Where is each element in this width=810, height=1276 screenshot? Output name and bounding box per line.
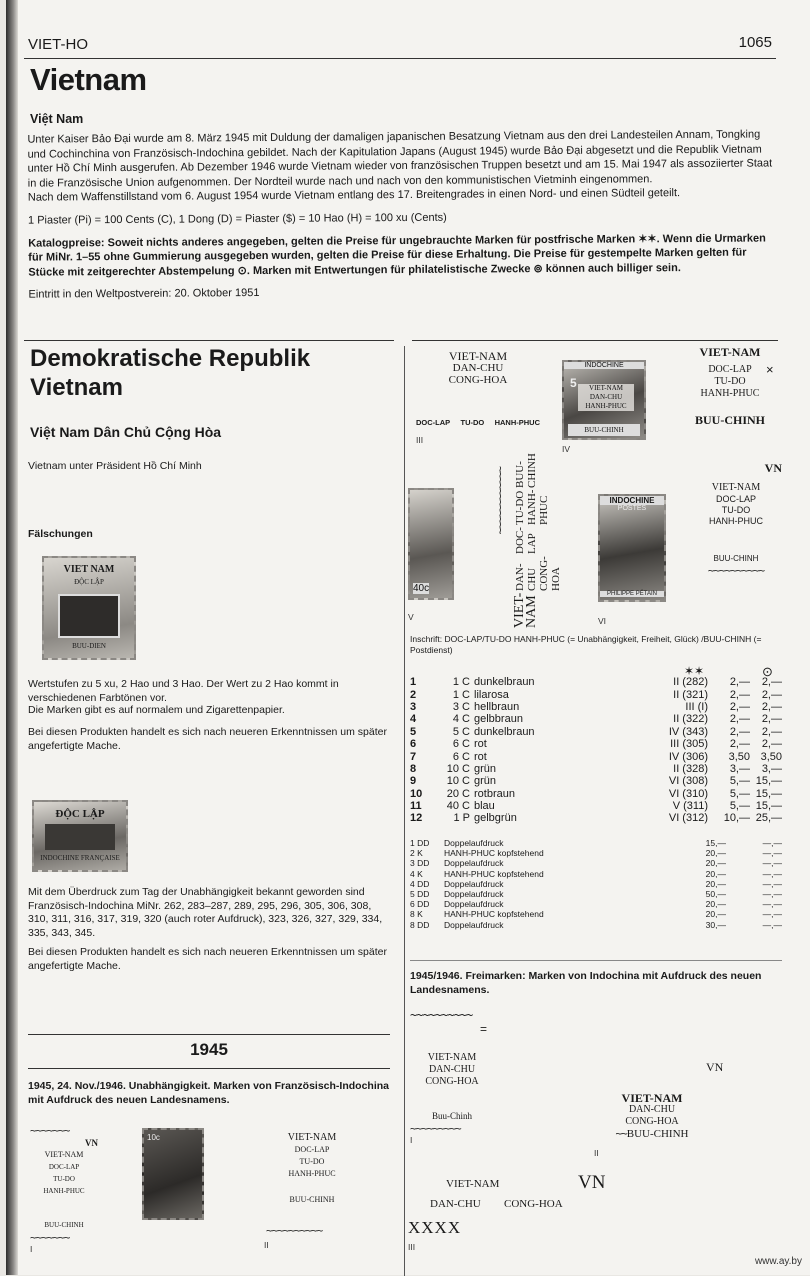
table-row: [410, 788, 782, 800]
catalog-used-price: 2,—: [761, 676, 782, 689]
overprint-vn-block: [690, 462, 782, 577]
overprint-right-block: [678, 346, 782, 426]
catalog-mint-price: 3,—: [729, 762, 750, 775]
catalog-mint-price: 5,—: [729, 787, 750, 800]
ovp-i-line: TU-DO: [53, 1175, 75, 1183]
fake1-line1: VIET NAM: [63, 564, 115, 575]
forgery-stamp-image-1: [42, 556, 136, 660]
variant-desc: HANH-PHUC kopfstehend: [444, 868, 544, 879]
variant-desc: HANH-PHUC kopfstehend: [444, 848, 544, 859]
section-rule-left: [24, 340, 394, 341]
issue1-stamp-image: [142, 1128, 204, 1220]
ovp-right-line: HANH-PHUC: [700, 388, 760, 399]
catalog-mint-price: 2,—: [729, 738, 750, 751]
variant-nr: 8 DD: [410, 919, 430, 930]
variant-desc: Doppelaufdruck: [444, 889, 504, 900]
ovp-right-line: DOC-LAP: [708, 364, 752, 375]
i2-ovp-ii-line: CONG-HOA: [625, 1116, 679, 1127]
ovp-ii-line: BUU-CHINH: [289, 1195, 335, 1204]
catalog-used-price: 2,—: [761, 700, 782, 713]
i2-ovp-ii-line: VIET-NAM: [621, 1091, 683, 1105]
catalog-used-price: 15,—: [755, 775, 782, 788]
i2-ovp-i-line: VIET-NAM: [427, 1052, 477, 1063]
stamp-iv-line: DAN-CHU: [589, 393, 623, 401]
stamp-vi-top: INDOCHINE: [600, 496, 664, 505]
catalog-ref: II (282): [673, 676, 708, 689]
ovp-i-label: I: [30, 1244, 33, 1254]
issue1-heading: 1945, 24. Nov./1946. Unabhängigkeit. Marken von Französisch-Indochina mit Aufdruck des neuen Landesnamens.: [28, 1080, 389, 1106]
stamp-iv-value: 5: [570, 376, 577, 390]
table-row: [410, 738, 782, 750]
catalog-used-price: 15,—: [755, 800, 782, 813]
variant-used-price: —,—: [762, 919, 782, 930]
issue2-rule: [410, 960, 782, 961]
catalog-desc: grün: [474, 775, 497, 788]
variant-used-price: —,—: [762, 838, 782, 849]
stamp-iv-top: INDOCHINE: [564, 362, 644, 369]
stamp-value: 10c: [147, 1133, 160, 1142]
vertical-line: DOC-LAP: [514, 527, 538, 554]
variant-desc: Doppelaufdruck: [444, 919, 504, 930]
catalog-value: 3 C: [452, 700, 470, 713]
table-row: [410, 750, 782, 762]
wave-line: ~~~~~~~~~~: [410, 1008, 473, 1022]
catalog-mint-price: 5,—: [729, 800, 750, 813]
issue2-overprint-ii: [602, 1092, 702, 1140]
variant-desc: Doppelaufdruck: [444, 899, 504, 910]
catalog-mint-price: 2,—: [729, 700, 750, 713]
catalog-nr: 1: [410, 676, 417, 689]
i2-ovp-ii-label: II: [594, 1148, 599, 1158]
upu-text: Eintritt in den Weltpostverein: 20. Oktober 1951: [28, 287, 260, 301]
catalog-value: 10 C: [446, 762, 470, 775]
ovp-ii-line: DOC-LAP: [294, 1145, 330, 1154]
stamp-v-value: 40c: [413, 583, 430, 594]
variant-used-price: —,—: [762, 889, 782, 900]
i2-ovp-iii-label: III: [408, 1242, 416, 1252]
catalog-nr: 10: [410, 787, 423, 800]
wave-vertical: ~~~~~~~~~~~~: [494, 466, 507, 534]
republic-subtitle: Vietnam unter Präsident Hồ Chí Minh: [28, 460, 202, 472]
currency-text: 1 Piaster (Pi) = 100 Cents (C), 1 Dong (D) = Piaster ($) = 10 Hao (H) = 100 xu (Cents): [27, 211, 447, 227]
catalog-value: 10 C: [446, 775, 470, 788]
page-number: 1065: [738, 34, 772, 51]
ovp-ii-line: VIET-NAM: [287, 1132, 337, 1143]
catalog-value: 1 P: [453, 812, 470, 825]
year-heading: 1945: [190, 1040, 228, 1059]
country-title: Vietnam: [30, 62, 147, 97]
vn-mark: VN: [764, 461, 782, 475]
catalog-nr: 9: [410, 775, 417, 788]
country-native-name: Việt Nam: [30, 112, 84, 126]
catalog-nr: 8: [410, 762, 417, 775]
ovp-iii-bottom-item: TU-DO: [460, 418, 485, 427]
variants-table: [410, 838, 782, 930]
table-row: [410, 775, 782, 787]
catalog-value: 5 C: [452, 725, 470, 738]
variant-mint-price: 20,—: [705, 848, 726, 859]
variant-mint-price: 20,—: [705, 858, 726, 869]
i2-ovp-i-line: CONG-HOA: [425, 1076, 479, 1087]
variant-nr: 4 DD: [410, 878, 430, 889]
vertical-line: BUU-CHINH: [514, 452, 538, 488]
ovp-iii-bottom: [416, 418, 540, 427]
catalog-table: [410, 676, 782, 825]
variant-mint-price: 20,—: [705, 909, 726, 920]
variant-nr: 4 K: [410, 868, 423, 879]
catalog-value: 6 C: [452, 750, 470, 763]
overprint-iii: [416, 350, 540, 445]
ovp-right-line: VIET-NAM: [699, 345, 761, 359]
vertical-overprint: [512, 452, 562, 628]
variant-used-price: —,—: [762, 899, 782, 910]
table-row: [410, 713, 782, 725]
ovp-i-line: BUU-CHINH: [44, 1221, 84, 1229]
catalog-used-price: 15,—: [755, 787, 782, 800]
variant-nr: 3 DD: [410, 858, 430, 869]
stamp-vi-bottom: PHILIPPE PÉTAIN: [600, 591, 664, 597]
section-rule-right: [412, 340, 778, 341]
catalog-ref: V (311): [672, 800, 708, 813]
wave-line: ~~~~~~~: [30, 1124, 70, 1137]
variant-desc: HANH-PHUC kopfstehend: [444, 909, 544, 920]
catalog-used-price: 3,—: [761, 762, 782, 775]
table-row: [410, 920, 782, 930]
wave-line: ~~~~~~~: [30, 1231, 70, 1244]
overprint-text: Mit dem Überdruck zum Tag der Unabhängigkeit bekannt geworden sind Französisch-Indochina MiNr. 262, 283–287, 289, 295, 296, 305, 306, 308, 310, 311, 316, 317, 319, 320 (auch roter Aufdruck), 323, 326, 327, 329, 334, 335, 343, 345.: [28, 886, 383, 939]
catalog-desc: lilarosa: [474, 688, 509, 701]
variant-mint-price: 20,—: [705, 878, 726, 889]
catalog-nr: 2: [410, 688, 417, 701]
history-text: Unter Kaiser Bảo Đại wurde am 8. März 1945 mit Duldung der damaligen japanischen Besatzung Vietnam aus den drei Landesteilen Annam, Tongking und Cochinchina von Französisch-Indochina gebildet. Nach der Kapitulation Japans (August 1945) wurde Bảo Đại abgesetzt und die Republik Vietnam unter Hồ Chí Minh ausgerufen. Ab Dezember 1946 wurde Vietnam wieder von französischen Truppen besetzt und am 15. Mai 1947 als assoziierter Staat in die Französische Union aufgenommen. Der Nordteil wurde nach und nach von den kommunistischen Vietminh eingenommen.: [27, 128, 773, 190]
variant-used-price: —,—: [762, 858, 782, 869]
catalog-mint-price: 3,50: [728, 750, 750, 763]
catalog-mint-price: 2,—: [729, 713, 750, 726]
catalog-nr: 11: [410, 800, 422, 813]
i2-ovp-ii-bottom-row: [602, 1128, 702, 1140]
issue1-overprint-ii: [266, 1132, 358, 1237]
stamp-iv-overprint: [578, 384, 634, 411]
variant-nr: 2 K: [410, 848, 423, 859]
wave-line: ~~: [615, 1127, 627, 1140]
header-rule: [24, 58, 776, 59]
catalog-value: 1 C: [452, 688, 470, 701]
stamp-iv-line: HANH-PHUC: [585, 402, 627, 410]
table-row: [410, 763, 782, 775]
ovp-i-line: VN: [85, 1138, 98, 1148]
catalog-value: 4 C: [452, 713, 470, 726]
catalog-desc: gelbbraun: [474, 713, 523, 726]
ovp-iii-line: VIET-NAM: [448, 349, 508, 363]
catalog-desc: blau: [474, 800, 495, 813]
catalog-used-price: 25,—: [755, 812, 782, 825]
ovp-iii-bottom-item: HANH-PHUC: [494, 418, 540, 427]
variant-used-price: —,—: [762, 868, 782, 879]
table-row: [410, 812, 782, 824]
year-rule-top: [28, 1034, 390, 1035]
i2-ovp-iii-vn: VN: [578, 1172, 606, 1193]
table-row: [410, 676, 782, 688]
table-row: [410, 899, 782, 909]
catalog-ref: VI (310): [668, 787, 708, 800]
i2-ovp-i-label: I: [410, 1135, 413, 1145]
ovp-i-line: DOC-LAP: [48, 1163, 80, 1171]
variant-nr: 6 DD: [410, 899, 430, 910]
vertical-line: TU-DO HANH-PHUC: [514, 489, 550, 526]
variant-used-price: —,—: [762, 878, 782, 889]
table-row: [410, 848, 782, 858]
republic-title-line1: Demokratische Republik: [30, 345, 311, 372]
catalog-ref: VI (308): [668, 775, 708, 788]
watermark: www.ay.by: [754, 1256, 802, 1267]
variant-used-price: —,—: [762, 909, 782, 920]
book-spine: [6, 0, 18, 1275]
table-row: [410, 889, 782, 899]
vertical-line: VIET-NAM: [512, 592, 539, 628]
i2-ovp-iii-line2a: DAN-CHU: [430, 1198, 481, 1210]
catalog-mint-price: 2,—: [729, 676, 750, 689]
ovp-i-line: HANH-PHUC: [43, 1187, 85, 1195]
stamp-v-image: [408, 488, 454, 600]
i2-ovp-iii-line2b: CONG-HOA: [504, 1198, 563, 1210]
stamp-iv-line: VIET-NAM: [589, 384, 623, 392]
table-row: [410, 701, 782, 713]
republic-native-name: Việt Nam Dân Chủ Cộng Hòa: [30, 424, 222, 440]
catalog-mint-price: 10,—: [723, 812, 750, 825]
variant-mint-price: 50,—: [705, 889, 726, 900]
issue1-overprint-i: [30, 1124, 98, 1254]
table-row: [410, 858, 782, 868]
catalog-ref: IV (306): [668, 750, 708, 763]
catalog-used-price: 3,50: [760, 750, 782, 763]
catalog-desc: dunkelbraun: [474, 676, 535, 689]
i2-ovp-iii-line1: VIET-NAM: [446, 1178, 500, 1190]
catalog-desc: gelbgrün: [474, 812, 517, 825]
catalog-ref: IV (343): [668, 725, 708, 738]
fake2-top: ĐỘC LẬP: [55, 808, 105, 820]
vertical-line: DAN-CHU CONG-HOA: [514, 555, 562, 591]
stamp-iv-label: IV: [562, 444, 571, 454]
variant-mint-price: 20,—: [705, 868, 726, 879]
republic-title-line2: Vietnam: [30, 374, 123, 401]
catalog-ref: II (328): [673, 762, 708, 775]
catalog-ref: II (322): [673, 713, 708, 726]
i2-ovp-i-bottom: Buu-Chinh: [431, 1111, 472, 1121]
republic-title: [30, 344, 390, 402]
catalog-desc: rot: [474, 738, 487, 751]
vn-block-line: VIET-NAM: [711, 482, 761, 493]
catalog-prices-text: Katalogpreise: Soweit nichts anderes angegeben, gelten die Preise für ungebrauchte Marken für postfrische Marken ✶✶. Wenn die Urmarken für MiNr. 1–55 ohne Gummierung ausgegeben wurden, gelten die Preise für diese Erhaltung. Die Preise für gestempelte Marken gelten für Stücke mit zeitgerechter Abstempelung ⊙. Marken mit Entwertungen für philatelistische Zwecke ⊚ können auch billiger sein.: [28, 232, 766, 279]
forgery-stamp-image-2: [32, 800, 128, 872]
table-row: [410, 838, 782, 848]
year-rule-bottom: [28, 1068, 390, 1069]
catalog-value: 20 C: [446, 787, 470, 800]
catalog-desc: dunkelbraun: [474, 725, 535, 738]
variant-desc: Doppelaufdruck: [444, 838, 504, 849]
catalog-page: [6, 0, 810, 1275]
variant-mint-price: 15,—: [705, 838, 726, 849]
catalog-desc: rotbraun: [474, 787, 515, 800]
i2-ovp-ii-line: DAN-CHU: [628, 1104, 676, 1115]
wave-line: ~~~~~~~~~: [410, 1122, 461, 1135]
issue2-overprint-i: [410, 1052, 494, 1145]
stamp-vi-postes: POSTES: [617, 505, 647, 512]
vn-block-bottom: BUU-CHINH: [713, 554, 759, 563]
catalog-desc: rot: [474, 750, 487, 763]
catalog-ref: III (305): [670, 738, 708, 751]
variant-mint-price: 20,—: [705, 899, 726, 910]
catalog-mint-price: 2,—: [729, 688, 750, 701]
catalog-value: 6 C: [452, 738, 470, 751]
variant-nr: 1 DD: [410, 838, 430, 849]
forgery-text-4: Bei diesen Produkten handelt es sich nach neueren Erkenntnissen um später angefertigte Mache.: [28, 946, 387, 972]
fake1-line2: ĐỘC LẬP: [74, 578, 104, 586]
fake1-portrait-frame: [58, 594, 120, 638]
catalog-used-price: 2,—: [761, 725, 782, 738]
catalog-nr: 12: [410, 812, 423, 825]
catalog-nr: 5: [410, 725, 417, 738]
ovp-ii-label: II: [264, 1240, 269, 1250]
i2-vn-mark: VN: [706, 1060, 724, 1074]
wave-line: ~~~~~~~~~~: [266, 1224, 323, 1237]
stamp-v-label: V: [408, 612, 414, 622]
wave-line: ~~~~~~~~~~: [707, 564, 765, 577]
ovp-iii-bottom-item: DOC-LAP: [416, 418, 451, 427]
table-row: [410, 688, 782, 700]
ovp-i-line: VIET-NAM: [44, 1150, 84, 1159]
country-intro: [27, 127, 780, 308]
armistice-text: Nach dem Waffenstillstand vom 6. August 1954 wurde Vietnam entlang des 17. Breitengrades in einen Nord- und einen Südteil geteilt.: [27, 187, 681, 205]
variant-mint-price: 30,—: [705, 919, 726, 930]
catalog-ref: III (I): [685, 700, 708, 713]
table-row: [410, 869, 782, 879]
table-row: [410, 800, 782, 812]
catalog-value: 40 C: [446, 800, 470, 813]
catalog-ref: VI (312): [668, 812, 708, 825]
ovp-iii-label: III: [416, 435, 424, 445]
catalog-desc: grün: [474, 762, 497, 775]
used-price-header: ⊙: [762, 664, 773, 679]
fake1-line3: BUU-DIEN: [72, 642, 106, 650]
ovp-ii-line: HANH-PHUC: [288, 1169, 336, 1178]
stamp-iv-image: [562, 360, 646, 440]
ovp-right-bottom: BUU-CHINH: [694, 413, 765, 427]
catalog-desc: hellbraun: [474, 700, 520, 713]
vn-block-line: HANH-PHUC: [709, 516, 763, 526]
variant-desc: Doppelaufdruck: [444, 858, 504, 869]
forgeries-heading: Fälschungen: [28, 528, 93, 540]
variant-desc: Doppelaufdruck: [444, 878, 504, 889]
ovp-iii-line: CONG-HOA: [448, 374, 508, 386]
catalog-value: 1 C: [452, 676, 470, 689]
vn-block-line: TU-DO: [721, 505, 751, 515]
catalog-ref: II (321): [673, 688, 708, 701]
fake2-bottom: INDOCHINE FRANÇAISE: [40, 854, 120, 862]
table-row: [410, 879, 782, 889]
mint-price-header: ✶✶: [684, 664, 705, 678]
catalog-nr: 3: [410, 700, 417, 713]
ovp-iii-line: DAN-CHU: [452, 362, 504, 374]
forgery-text-2: Die Marken gibt es auf normalem und Zigarettenpapier.: [28, 704, 285, 716]
catalog-nr: 4: [410, 713, 417, 726]
fake2-portrait: [45, 824, 115, 850]
catalog-nr: 7: [410, 750, 417, 763]
variant-used-price: —,—: [762, 848, 782, 859]
stamp-vi-image: [598, 494, 666, 602]
inscription-text: Inschrift: DOC-LAP/TU-DO HANH-PHUC (= Unabhängigkeit, Freiheit, Glück) /BUU-CHINH (= Postdienst): [410, 634, 762, 655]
issue2-heading: 1945/1946. Freimarken: Marken von Indochina mit Aufdruck des neuen Landesnamens.: [410, 970, 762, 996]
forgery-text-3: Bei diesen Produkten handelt es sich nach neueren Erkenntnissen um später angefertigte Mache.: [28, 726, 387, 752]
running-header: VIET-HO: [28, 36, 89, 53]
stamp-iv-bottom: BUU-CHINH: [568, 424, 640, 436]
vn-block-line: DOC-LAP: [715, 494, 756, 504]
i2-ovp-i-line: DAN-CHU: [428, 1064, 476, 1075]
table-row: [410, 726, 782, 738]
stamp-vi-label: VI: [598, 616, 607, 626]
double-bar: =: [480, 1022, 488, 1036]
ovp-right-line: TU-DO: [714, 376, 746, 387]
catalog-used-price: 2,—: [761, 688, 782, 701]
catalog-used-price: 2,—: [761, 738, 782, 751]
variant-nr: 5 DD: [410, 889, 430, 900]
catalog-mint-price: 5,—: [729, 775, 750, 788]
variant-nr: 8 K: [410, 909, 423, 920]
forgery-text-1: Wertstufen zu 5 xu, 2 Hao und 3 Hao. Der Wert zu 2 Hao kommt in verschiedenen Farbtönen vor.: [28, 678, 339, 704]
catalog-mint-price: 2,—: [729, 725, 750, 738]
catalog-used-price: 2,—: [761, 713, 782, 726]
i2-ovp-iii-xxxx: XXXX: [408, 1218, 462, 1237]
cross-mark: ×: [766, 362, 774, 377]
column-divider: [404, 346, 405, 1276]
table-row: [410, 909, 782, 919]
ovp-ii-line: TU-DO: [299, 1157, 325, 1166]
catalog-nr: 6: [410, 738, 417, 751]
i2-ovp-ii-bottom: BUU-CHINH: [626, 1128, 689, 1140]
